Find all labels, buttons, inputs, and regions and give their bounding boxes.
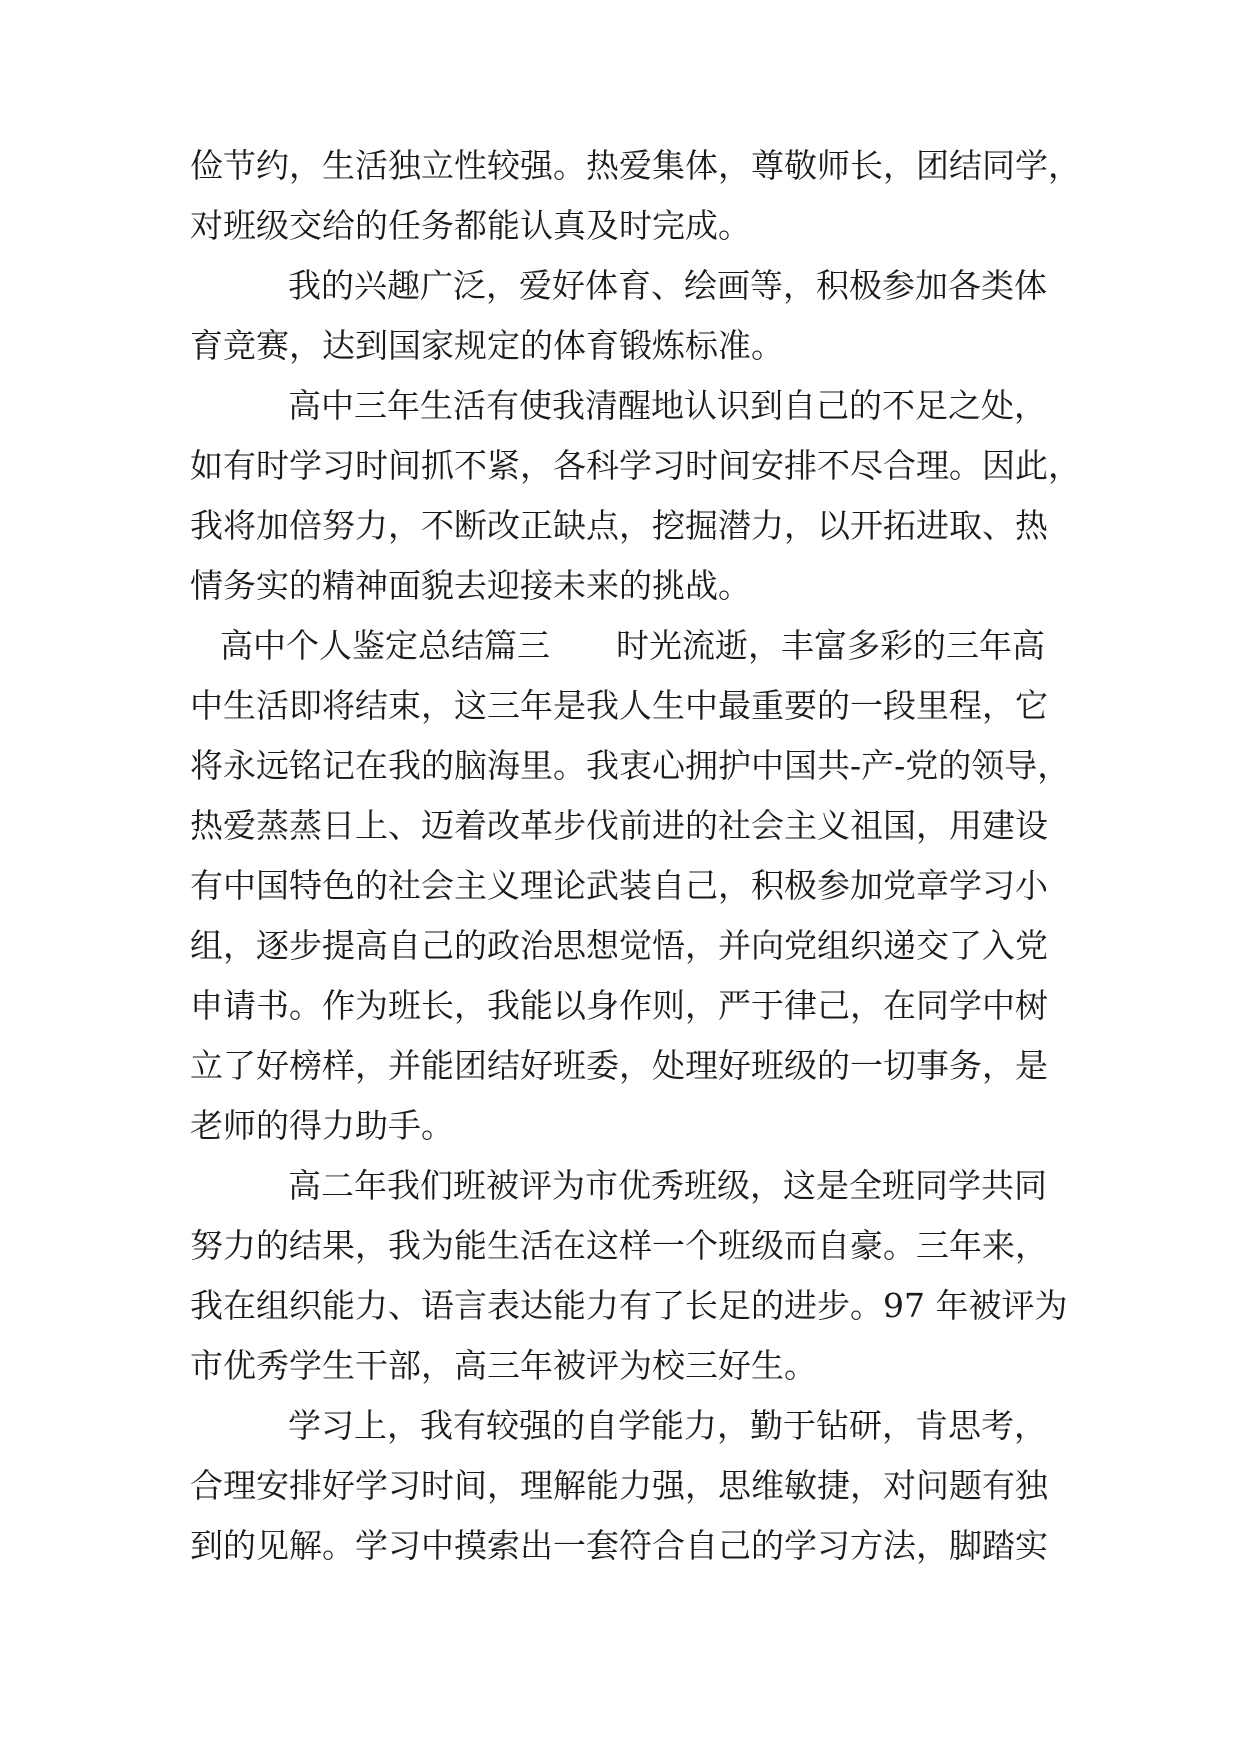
text-line: 有中国特色的社会主义理论武装自己，积极参加党章学习小 xyxy=(190,866,1048,905)
text-line: 中生活即将结束，这三年是我人生中最重要的一段里程，它 xyxy=(190,686,1048,725)
paragraph-start-line: 学习上，我有较强的自学能力，勤于钻研，肯思考， xyxy=(288,1406,1047,1445)
text-line: 老师的得力助手。 xyxy=(190,1106,454,1145)
text-line: 俭节约，生活独立性较强。热爱集体，尊敬师长，团结同学， xyxy=(190,146,1081,185)
text-line: 到的见解。学习中摸索出一套符合自己的学习方法，脚踏实 xyxy=(190,1526,1048,1565)
paragraph-start-line: 我的兴趣广泛，爱好体育、绘画等，积极参加各类体 xyxy=(288,266,1047,305)
text-line: 合理安排好学习时间，理解能力强，思维敏捷，对问题有独 xyxy=(190,1466,1048,1505)
paragraph-start-line: 高二年我们班被评为市优秀班级，这是全班同学共同 xyxy=(288,1166,1047,1205)
text-line: 我在组织能力、语言表达能力有了长足的进步。97 年被评为 xyxy=(190,1286,1068,1325)
text-line: 将永远铭记在我的脑海里。我衷心拥护中国共-产-党的领导， xyxy=(190,746,1071,785)
text-line: 育竞赛，达到国家规定的体育锻炼标准。 xyxy=(190,326,784,365)
section-heading-line: 高中个人鉴定总结篇三 时光流逝，丰富多彩的三年高 xyxy=(220,626,1045,665)
text-line: 立了好榜样，并能团结好班委，处理好班级的一切事务，是 xyxy=(190,1046,1048,1085)
document-body xyxy=(190,136,1081,1576)
paragraph-start-line: 高中三年生活有使我清醒地认识到自己的不足之处， xyxy=(288,386,1047,425)
text-line: 申请书。作为班长，我能以身作则，严于律己，在同学中树 xyxy=(190,986,1048,1025)
text-line: 如有时学习时间抓不紧，各科学习时间安排不尽合理。因此， xyxy=(190,446,1081,485)
text-line: 市优秀学生干部，高三年被评为校三好生。 xyxy=(190,1346,817,1385)
text-line: 我将加倍努力，不断改正缺点，挖掘潜力，以开拓进取、热 xyxy=(190,506,1048,545)
text-line: 情务实的精神面貌去迎接未来的挑战。 xyxy=(190,566,751,605)
text-line: 努力的结果，我为能生活在这样一个班级而自豪。三年来， xyxy=(190,1226,1048,1265)
text-line: 对班级交给的任务都能认真及时完成。 xyxy=(190,206,751,245)
text-line: 热爱蒸蒸日上、迈着改革步伐前进的社会主义祖国，用建设 xyxy=(190,806,1048,845)
text-line: 组，逐步提高自己的政治思想觉悟，并向党组织递交了入党 xyxy=(190,926,1048,965)
